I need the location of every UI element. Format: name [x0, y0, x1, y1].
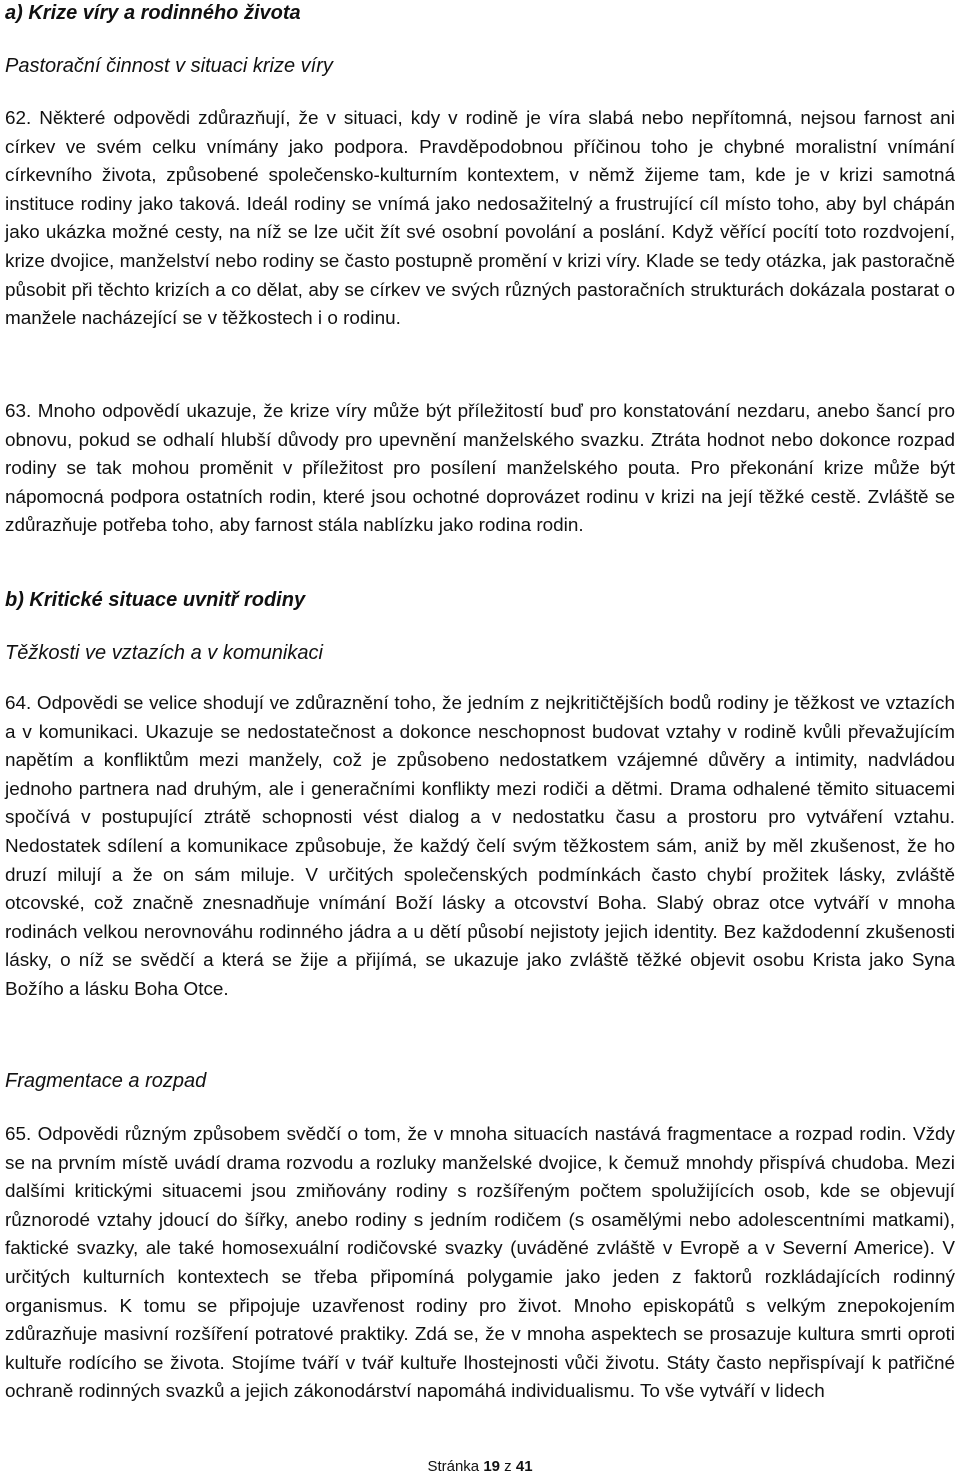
section-b-subheading-relations: Těžkosti ve vztazích a v komunikaci	[5, 642, 323, 664]
footer-prefix: Stránka	[427, 1458, 484, 1475]
footer-middle: z	[500, 1458, 516, 1475]
page-footer	[0, 1457, 960, 1477]
footer-page-total: 41	[515, 1458, 533, 1475]
paragraph-64: 64. Odpovědi se velice shodují ve zdůraznění toho, že jedním z nejkritičtějších bodů rodiny je těžkost ve vztazích a v komunikaci. Ukazuje se nedostatečnost a dokonce neschopnost budovat vztahy v rodině kvůli převažujícím napětím a konfliktům mezi manžely, což je způsobeno nedostatkem vzájemné důvěry a intimity, nadvládou jednoho partnera nad druhým, ale i generačními konflikty mezi rodiči a dětmi. Drama odhalené těmito situacemi spočívá v postupující ztrátě schopnosti vést dialog a v nedostatku času a prostoru pro vytváření vztahu. Nedostatek sdílení a komunikace způsobuje, že každý čelí svým těžkostem sám, aniž by měl zkušenost, že ho druzí milují a že on sám miluje. V určitých společenských podmínkách často chybí prožitek lásky, zvláště otcovské, což značně znesnadňuje vnímání Boží lásky a otcovství Boha. Slabý obraz otce vytváří v mnoha rodinách velkou nerovnováhu rodinného jádra a u dětí působí nejistoty jejich identity. Bez každodenní zkušenosti lásky, o níž se svědčí a která se žije a přijímá, se ukazuje jako zvláště těžké objevit osobu Krista jako Syna Božího a lásku Boha Otce.	[5, 693, 955, 1000]
paragraph-63: 63. Mnoho odpovědí ukazuje, že krize víry může být příležitostí buď pro konstatování nezdaru, anebo šancí pro obnovu, pokud se odhalí hlubší důvody pro upevnění manželského svazku. Ztráta hodnot nebo dokonce rozpad rodiny se tak mohou proměnit v příležitost pro posílení manželského pouta. Pro překonání krize může být nápomocná podpora ostatních rodin, které jsou ochotné doprovázet rodinu v krizi na její těžké cestě. Zvláště se zdůrazňuje potřeba toho, aby farnost stála nablízku jako rodina rodin.	[5, 401, 955, 537]
paragraph-65: 65. Odpovědi různým způsobem svědčí o tom, že v mnoha situacích nastává fragmentace a rozpad rodin. Vždy se na prvním místě uvádí drama rozvodu a rozluky manželské dvojice, k čemuž mnohdy přispívá chudoba. Mezi dalšími kritickými situacemi jsou zmiňovány rodiny s rozšířeným počtem spolužijících osob, kde se objevují různorodé vztahy jdoucí do šířky, anebo rodiny s jedním rodičem (s osamělými nebo adolescentními matkami), faktické svazky, ale také homosexuální rodičovské svazky (uváděné zvláště v Evropě a v Severní Americe). V určitých kulturních kontextech se třeba připomíná polygamie jako jeden z faktorů rozkládajících rodinný organismus. K tomu se připojuje uzavřenost rodiny pro život. Mnoho episkopátů s velkým znepokojením zdůrazňuje masivní rozšíření potratové praktiky. Zdá se, že v mnoha aspektech se prosazuje kultura smrti oproti kultuře rodícího se života. Stojíme tváří v tvář kultuře lhostejnosti vůči životu. Státy často nepřispívají k patřičné ochraně rodinných svazků a jejich zákonodárství napomáhá individualismu. To vše vytváří v lidech	[5, 1124, 955, 1403]
section-a-heading: a) Krize víry a rodinného života	[5, 2, 301, 24]
section-a-subheading: Pastorační činnost v situaci krize víry	[5, 55, 333, 77]
footer-page-number: 19	[483, 1458, 501, 1475]
section-b-subheading-fragmentation: Fragmentace a rozpad	[5, 1070, 207, 1092]
paragraph-62: 62. Některé odpovědi zdůrazňují, že v situaci, kdy v rodině je víra slabá nebo nepřítomná, nejsou farnost ani církev ve svém celku vnímány jako podpora. Pravděpodobnou příčinou toho je chybné moralistní vnímání církevního života, způsobené společensko-kulturním kontextem, v němž žijeme tam, kde je v krizi samotná instituce rodiny jako taková. Ideál rodiny se vnímá jako nedosažitelný a frustrující cíl místo toho, aby byl chápán jako ukázka možné cesty, na níž se lze učit žít své osobní povolání a poslání. Když věřící pocítí toto rozdvojení, krize dvojice, manželství nebo rodiny se často postupně promění v krizi víry. Klade se tedy otázka, jak pastoračně působit při těchto krizích a co dělat, aby se církev ve svých různých pastoračních strukturách dokázala postarat o manžele nacházející se v těžkostech i o rodinu.	[5, 108, 955, 330]
section-b-heading: b) Kritické situace uvnitř rodiny	[5, 589, 306, 611]
